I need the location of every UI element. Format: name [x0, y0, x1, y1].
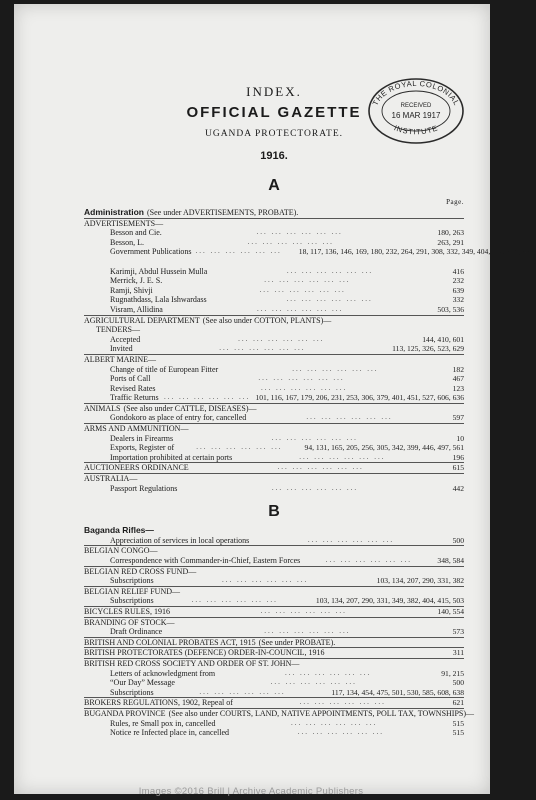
leader-dots: ... ... ... ... ... ... — [271, 433, 358, 442]
entry-label: Baganda Rifles— — [84, 525, 154, 536]
index-entry — [84, 586, 464, 597]
entry-label: Besson and Cie. — [110, 228, 162, 238]
entry-label: Letters of acknowledgment from — [110, 668, 216, 678]
entry-label: BRITISH AND COLONIAL PROBATES ACT, 1915 — [84, 637, 256, 647]
index-entry — [84, 238, 464, 248]
index-entry — [84, 443, 464, 453]
entry-label: Ports of Call — [110, 374, 151, 384]
index-content — [84, 84, 536, 738]
entry-label: Merrick, J. E. S. — [110, 276, 163, 286]
section-letter: A — [268, 177, 280, 194]
index-entry — [84, 719, 464, 729]
entry-label: BROKERS REGULATIONS, 1902, Repeal of — [84, 698, 233, 708]
entry-label: BELGIAN RELIEF FUND— — [84, 586, 180, 596]
entry-label: BRANDING OF STOCK— — [84, 617, 175, 627]
entry-pages: 18, 117, 136, 146, 169, 180, 232, 264, 291, 308, 332, 349, 404, 416, 455, 476, 504, 586 — [298, 247, 536, 266]
leader-dots: ... ... ... ... ... ... — [238, 334, 325, 343]
entry-label: Appreciation of services in local operations — [110, 535, 250, 545]
section-letter: B — [268, 503, 280, 521]
entry-pages: 597 — [452, 413, 464, 423]
entry-label: AGRICULTURAL DEPARTMENT — [84, 315, 200, 325]
index-entry — [84, 434, 464, 444]
entry-pages: 573 — [452, 627, 464, 637]
entry-pages: 180, 263 — [437, 228, 464, 238]
leader-dots: ... ... ... ... ... ... — [306, 413, 393, 422]
entry-pages: 615 — [452, 463, 464, 473]
entry-pages: 94, 131, 165, 205, 256, 305, 342, 399, 446, 497, 561 — [304, 443, 464, 453]
index-entry — [84, 526, 464, 536]
stamp-received: RECEIVED — [400, 103, 432, 109]
entry-pages: 311 — [452, 648, 464, 658]
entry-note: (See also under COURTS, LAND, NATIVE APPOINTMENTS, POLL TAX, TOWNSHIPS)— — [168, 708, 475, 718]
entry-pages: 91, 215 — [441, 668, 464, 678]
entry-pages: 103, 134, 207, 290, 331, 382 — [376, 576, 464, 586]
entry-label: Accepted — [110, 334, 141, 344]
entry-label: Besson, L. — [110, 237, 144, 247]
leader-dots: ... ... ... ... ... ... — [219, 344, 306, 353]
gazette-title: OFFICIAL GAZETTE — [186, 104, 362, 121]
entry-label: Visram, Allidina — [110, 304, 163, 314]
entry-pages: 503, 536 — [437, 304, 464, 314]
entry-note: (See also under CATTLE, DISEASES)— — [123, 403, 257, 413]
index-entry — [84, 596, 464, 606]
index-entry — [84, 617, 464, 628]
entry-label: Administration — [84, 207, 144, 217]
leader-dots: ... ... ... ... ... ... — [299, 698, 386, 707]
entry-pages: 515 — [452, 728, 464, 738]
index-entry — [84, 413, 464, 423]
entry-pages: 639 — [452, 285, 464, 295]
entry-pages: 10 — [456, 433, 464, 443]
index-entry — [84, 708, 475, 719]
entry-pages: 101, 116, 167, 179, 206, 231, 253, 306, 379, 401, 451, 527, 606, 636 — [255, 393, 464, 403]
entry-label: AUCTIONEERS ORDINANCE — [84, 463, 189, 473]
leader-dots: ... ... ... ... ... ... — [256, 228, 343, 237]
entry-label: BELGIAN CONGO— — [84, 546, 158, 556]
entry-label: Gondokoro as place of entry for, cancelled — [110, 413, 247, 423]
index-entry — [84, 647, 464, 658]
index-entry — [84, 354, 464, 365]
publisher-watermark: Images ©2016 Brill | Archive Academic Publishers — [138, 786, 364, 797]
entry-pages: 113, 125, 326, 523, 629 — [392, 344, 464, 354]
index-entry — [84, 305, 464, 315]
entry-label: Importation prohibited at certain ports — [110, 452, 233, 462]
index-entry — [84, 365, 464, 375]
index-entry — [84, 669, 464, 679]
entry-label: Traffic Returns — [110, 393, 159, 403]
entry-label: Karimji, Abdul Hussein Mulla — [110, 266, 208, 276]
leader-dots: ... ... ... ... ... ... — [195, 247, 282, 256]
index-entry — [84, 423, 464, 434]
leader-dots: ... ... ... ... ... ... — [277, 463, 364, 472]
index-entry — [84, 315, 464, 326]
entry-label: Passport Regulations — [110, 483, 178, 493]
entry-label: Rugnathdass, Lala Ishwardass — [110, 295, 207, 305]
index-entry — [84, 276, 464, 286]
leader-dots: ... ... ... ... ... ... — [285, 668, 372, 677]
entry-pages: 442 — [452, 483, 464, 493]
year: 1916. — [260, 150, 288, 162]
leader-dots: ... ... ... ... ... ... — [260, 383, 348, 392]
index-entry — [84, 228, 464, 238]
leader-dots: ... ... ... ... ... ... — [270, 678, 357, 687]
entry-pages: 117, 134, 454, 475, 501, 530, 585, 608, 638 — [331, 687, 464, 697]
entry-label: ADVERTISEMENTS— — [84, 218, 164, 228]
leader-dots: ... ... ... ... ... ... — [286, 266, 374, 275]
index-entry — [84, 462, 464, 473]
index-entry — [84, 218, 464, 229]
index-entry-list — [84, 207, 536, 493]
leader-dots: ... ... ... ... ... ... — [292, 364, 379, 373]
index-entry — [84, 286, 464, 296]
leader-dots: ... ... ... ... ... ... — [196, 443, 283, 452]
entry-note: (See also under COTTON, PLANTS)— — [202, 315, 332, 325]
entry-label: BRITISH RED CROSS SOCIETY AND ORDER OF ST. JOHN— — [84, 658, 300, 668]
index-entry — [84, 627, 464, 637]
leader-dots: ... ... ... ... ... ... — [247, 237, 334, 246]
index-entry — [84, 556, 464, 566]
index-entry — [84, 295, 464, 305]
index-entry — [84, 208, 464, 218]
index-entry — [84, 637, 464, 648]
entry-label: Draft Ordinance — [110, 627, 163, 637]
entry-pages: 140, 554 — [437, 606, 464, 616]
entry-pages: 515 — [452, 718, 464, 728]
entry-label: Government Publications — [110, 247, 192, 257]
entry-label: Subscriptions — [110, 596, 154, 606]
index-entry — [84, 688, 464, 698]
index-entry — [84, 566, 464, 577]
entry-label: Change of title of European Fitter — [110, 364, 219, 374]
entry-pages: 500 — [452, 535, 464, 545]
entry-label: ARMS AND AMMUNITION— — [84, 424, 189, 434]
entry-label: TENDERS— — [96, 325, 140, 335]
entry-label: Subscriptions — [110, 687, 154, 697]
leader-dots: ... ... ... ... ... ... — [257, 304, 344, 313]
entry-pages: 416 — [452, 266, 464, 276]
entry-pages: 123 — [452, 383, 464, 393]
index-entry — [84, 393, 464, 403]
entry-pages: 332 — [452, 295, 464, 305]
entry-pages: 182 — [452, 364, 464, 374]
leader-dots: ... ... ... ... ... ... — [191, 596, 278, 605]
entry-label: BUGANDA PROVINCE — [84, 708, 166, 718]
entry-pages: 232 — [452, 276, 464, 286]
entry-label: Dealers in Firearms — [110, 433, 174, 443]
index-entry — [84, 678, 464, 688]
entry-label: “Our Day” Message — [110, 678, 175, 688]
leader-dots: ... ... ... ... ... ... — [297, 728, 384, 737]
entry-label: Notice re Infected place in, cancelled — [110, 728, 230, 738]
entry-pages: 196 — [452, 452, 464, 462]
protectorate-name: UGANDA PROTECTORATE. — [204, 129, 344, 139]
index-entry-list — [84, 525, 475, 738]
index-heading: INDEX. — [246, 84, 302, 99]
index-entry — [84, 335, 464, 345]
index-entry — [84, 536, 464, 546]
entry-pages: 621 — [452, 698, 464, 708]
index-entry — [84, 484, 464, 494]
index-entry — [84, 453, 464, 463]
index-entry — [84, 247, 536, 266]
entry-label: Exports, Register of — [110, 443, 175, 453]
leader-dots: ... ... ... ... ... ... — [307, 535, 395, 544]
entry-pages: 263, 291 — [437, 237, 464, 247]
gazette-page — [14, 4, 536, 794]
entry-pages: 348, 584 — [437, 556, 464, 565]
entry-label: Invited — [110, 344, 133, 354]
entry-label: ALBERT MARINE— — [84, 354, 157, 364]
index-entry — [84, 576, 464, 586]
index-entry — [84, 267, 464, 277]
entry-pages: 500 — [452, 678, 464, 688]
stamp-top-text: THE ROYAL COLONIAL — [370, 78, 462, 108]
leader-dots: ... ... ... ... ... ... — [290, 718, 378, 727]
stamp-date: 16 MAR 1917 — [391, 111, 441, 120]
leader-dots: ... ... ... ... ... ... — [221, 576, 309, 585]
entry-label: AUSTRALIA— — [84, 474, 138, 484]
entry-label: BRITISH PROTECTORATES (DEFENCE) ORDER-IN-COUNCIL, 1916 — [84, 648, 325, 658]
index-entry — [84, 384, 464, 394]
index-entry — [84, 344, 464, 354]
index-entry — [84, 325, 464, 335]
entry-label: Revised Rates — [110, 383, 156, 393]
index-entry — [84, 545, 464, 556]
entry-label: BELGIAN RED CROSS FUND— — [84, 566, 197, 576]
entry-pages: 103, 134, 207, 290, 331, 349, 382, 404, 415, 503 — [315, 596, 464, 606]
leader-dots: ... ... ... ... ... ... — [264, 627, 351, 636]
entry-pages: 144, 410, 601 — [422, 334, 464, 344]
stamp-bottom-text: INSTITUTE — [392, 123, 440, 137]
entry-label: Ramji, Shivji — [110, 285, 153, 295]
index-entry — [84, 473, 464, 484]
index-entry — [84, 606, 464, 617]
leader-dots: ... ... ... ... ... ... — [260, 606, 347, 615]
leader-dots: ... ... ... ... ... ... — [199, 687, 286, 696]
leader-dots: ... ... ... ... ... ... — [259, 285, 346, 294]
entry-pages: 467 — [452, 374, 464, 384]
leader-dots: ... ... ... ... ... ... — [299, 452, 386, 461]
index-entry — [84, 374, 464, 384]
index-entry — [84, 697, 464, 708]
index-entry — [84, 728, 464, 738]
index-sections — [84, 177, 536, 738]
entry-label: Correspondence with Commander-in-Chief, Eastern Forces — [110, 556, 301, 565]
entry-label: Rules, re Small pox in, cancelled — [110, 718, 216, 728]
leader-dots: ... ... ... ... ... ... — [264, 276, 351, 285]
leader-dots: ... ... ... ... ... ... — [271, 483, 359, 492]
entry-note: (See under PROBATE). — [258, 637, 336, 647]
index-entry — [84, 403, 464, 414]
entry-note: (See under ADVERTISEMENTS, PROBATE). — [146, 208, 299, 217]
entry-label: BICYCLES RULES, 1916 — [84, 606, 171, 616]
page-column-label: Page. — [446, 198, 464, 206]
leader-dots: ... ... ... ... ... ... — [325, 556, 412, 564]
index-entry — [84, 658, 464, 669]
leader-dots: ... ... ... ... ... ... — [286, 295, 373, 304]
leader-dots: ... ... ... ... ... ... — [163, 393, 251, 402]
leader-dots: ... ... ... ... ... ... — [258, 374, 345, 383]
entry-label: ANIMALS — [84, 403, 121, 413]
entry-label: Subscriptions — [110, 576, 154, 586]
